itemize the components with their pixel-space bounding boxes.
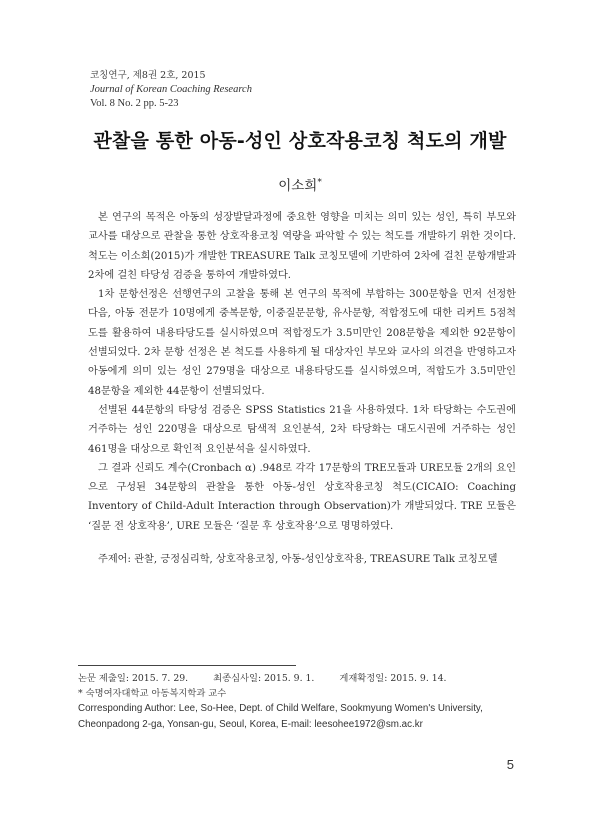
corresponding-address: Cheonpadong 2-ga, Yonsan-gu, Seoul, Korea, E-mail: leesohee1972@sm.ac.kr [78, 718, 423, 730]
author-line [0, 174, 600, 194]
abstract [88, 208, 516, 569]
accepted-date: 게재확정일: 2015. 9. 14. [339, 673, 447, 684]
corresponding-author: Corresponding Author: Lee, So-Hee, Dept. of Child Welfare, Sookmyung Women's University, [78, 703, 483, 715]
footnotes [78, 671, 518, 732]
author-name: 이소희 [278, 178, 318, 194]
submission-dates [78, 671, 518, 686]
author-affiliation: * 숙명여자대학교 아동복지학과 교수 [78, 688, 227, 700]
author-footnote-mark: * [317, 177, 322, 188]
keywords: 주제어: 관찰, 긍정심리학, 상호작용코칭, 아동-성인상호작용, TREASURE Talk 코칭모델 [98, 554, 498, 566]
journal-name-english: Journal of Korean Coaching Research [90, 84, 252, 95]
abstract-paragraph: 선별된 44문항의 타당성 검증은 SPSS Statistics 21을 사용하였다. 1차 타당화는 수도권에 거주하는 성인 220명을 대상으로 탐색적 요인분석, 2차 타당화는 대도시권에 거주하는 성인 461명을 대상으로 확인적 요인분석을 실시하였다. [88, 404, 516, 455]
abstract-paragraph: 그 결과 신뢰도 계수(Cronbach α) .948로 각각 17문항의 TRE모듈과 URE모듈 2개의 요인으로 구성된 34문항의 관찰을 통한 아동-성인 상호작용코칭 척도(CICAIO: Coaching Inventory of Child-Adult Interaction through Observation)가 개발되었다. TRE 모듈은 ‘질문 전 상호작용’, URE 모듈은 ‘질문 후 상호작용’으로 명명하였다. [88, 462, 516, 532]
page-number: 5 [506, 757, 514, 772]
footnote-divider [78, 665, 296, 666]
journal-name-korean: 코칭연구, 제8권 2호, 2015 [90, 70, 206, 81]
reviewed-date: 최종심사일: 2015. 9. 1. [213, 673, 315, 684]
abstract-paragraph: 1차 문항선정은 선행연구의 고찰을 통해 본 연구의 목적에 부합하는 300문항을 먼저 선정한 다음, 아동 전문가 10명에게 중복문항, 이중질문문항, 유사문항, 적합정도에 대한 리커트 5점척도를 활용하여 내용타당도를 실시하였으며 적합정도가 3.5미만인 208문항을 제외한 92문항이 선별되었다. 2차 문항 선정은 본 척도를 사용하게 될 대상자인 부모와 교사의 의견을 반영하고자 아동에게 의미 있는 성인 279명을 대상으로 내용타당도를 실시하였으며, 적합도가 3.5미만인 48문항을 제외한 44문항이 선별되었다. [88, 289, 516, 397]
received-date: 논문 제출일: 2015. 7. 29. [78, 673, 189, 684]
journal-header [90, 69, 252, 111]
volume-info: Vol. 8 No. 2 pp. 5-23 [90, 98, 179, 109]
paper-title: 관찰을 통한 아동-성인 상호작용코칭 척도의 개발 [93, 130, 507, 152]
abstract-paragraph: 본 연구의 목적은 아동의 성장발달과정에 중요한 영향을 미치는 의미 있는 성인, 특히 부모와 교사를 대상으로 관찰을 통한 상호작용코칭 역량을 파악할 수 있는 척도를 개발하기 위한 것이다. 척도는 이소희(2015)가 개발한 TREASURE Talk 코칭모델에 기반하여 2차에 걸친 문항개발과 2차에 걸친 타당성 검증을 통하여 개발하였다. [88, 212, 516, 281]
